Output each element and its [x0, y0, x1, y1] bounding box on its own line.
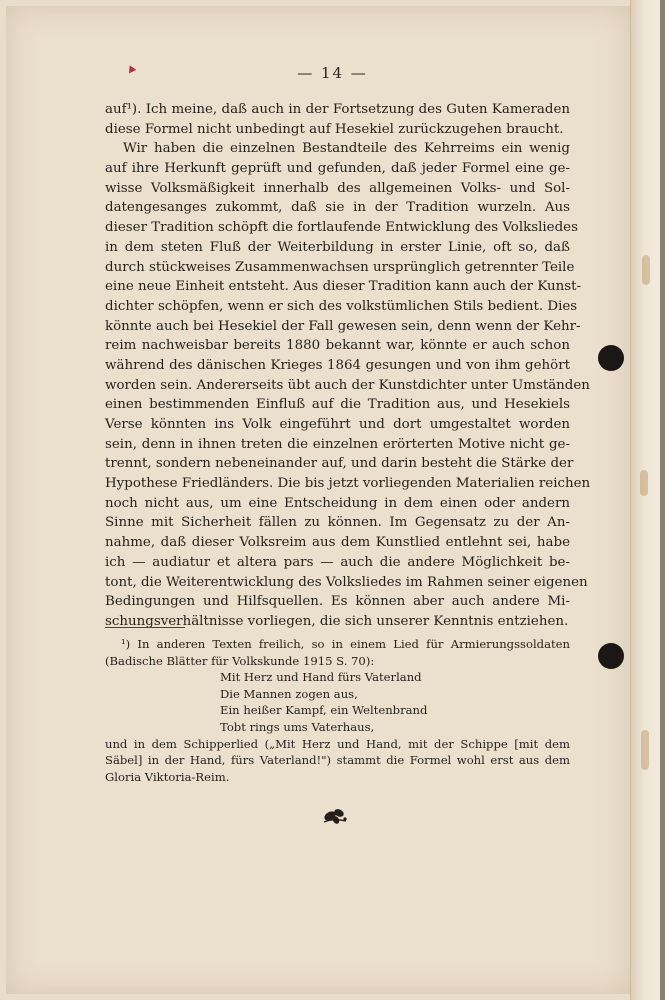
- text-line: eine neue Einheit entsteht. Aus dieser Tradition kann auch der Kunst-: [105, 279, 582, 295]
- text-line: Wir haben die einzelnen Bestandteile des Kehrreims ein wenig: [123, 141, 570, 157]
- text-line: tont, die Weiterentwicklung des Volksliedes im Rahmen seiner eigenen: [105, 574, 588, 590]
- page-edge-shadow: [660, 0, 665, 1000]
- text-line: wisse Volksmäßigkeit innerhalb des allgemeinen Volks- und Sol-: [105, 180, 570, 196]
- text-line: diese Formel nicht unbedingt auf Hesekiel zurückzugehen braucht.: [105, 121, 564, 137]
- footnote-line: und in dem Schipperlied („Mit Herz und Hand, mit der Schippe [mit dem: [105, 736, 570, 751]
- text-line: könnte auch bei Hesekiel der Fall gewesen sein, denn wenn der Kehr-: [105, 318, 581, 334]
- text-line: nahme, daß dieser Volksreim aus dem Kunstlied entlehnt sei, habe: [105, 535, 570, 551]
- body-text: [105, 100, 591, 632]
- text-line: Hypothese Friedländers. Die bis jetzt vorliegenden Materialien reichen: [105, 476, 591, 492]
- text-line: einen bestimmenden Einfluß auf die Tradition aus, und Hesekiels: [105, 397, 570, 413]
- text-line: durch stückweises Zusammenwachsen ursprünglich getrennter Teile: [105, 259, 575, 275]
- footnote: [105, 636, 570, 785]
- text-line: ich — audiatur et altera pars — auch die andere Möglichkeit be-: [105, 554, 570, 570]
- paper-stain: [640, 470, 648, 496]
- verse-line: Die Mannen zogen aus,: [220, 686, 358, 701]
- text-line: Bedingungen und Hilfsquellen. Es können aber auch andere Mi-: [105, 594, 570, 610]
- text-line: datengesanges zukommt, daß sie in der Tradition wurzeln. Aus: [105, 200, 570, 216]
- footnote-line: Säbel] in der Hand, fürs Vaterland!") stammt die Formel wohl erst aus dem: [105, 753, 570, 768]
- paper-stain: [641, 730, 649, 770]
- text-line: sein, denn in ihnen treten die einzelnen erörterten Motive nicht ge-: [105, 436, 570, 452]
- punch-hole: [598, 643, 624, 669]
- verse-line: Tobt rings ums Vaterhaus,: [220, 719, 375, 734]
- text-line: dichter schöpfen, wenn er sich des volkstümlichen Stils bedient. Dies: [105, 298, 578, 314]
- text-line: in dem steten Fluß der Weiterbildung in erster Linie, oft so, daß: [105, 239, 570, 255]
- text-line: dieser Tradition schöpft die fortlaufende Entwicklung des Volksliedes: [105, 220, 578, 236]
- text-line: Sinne mit Sicherheit fällen zu können. Im Gegensatz zu der An-: [105, 515, 570, 531]
- fleuron-icon: [320, 804, 350, 826]
- text-line: reim nachweisbar bereits 1880 bekannt war, könnte er auch schon: [105, 338, 570, 354]
- verse-line: Mit Herz und Hand fürs Vaterland: [220, 670, 422, 685]
- text-line: während des dänischen Krieges 1864 gesungen und von ihm gehört: [105, 357, 570, 373]
- page-number: — 14 —: [297, 64, 368, 82]
- verse-line: Ein heißer Kampf, ein Weltenbrand: [220, 703, 428, 718]
- punch-hole: [598, 345, 624, 371]
- text-line: worden sein. Andererseits übt auch der Kunstdichter unter Umständen: [105, 377, 590, 393]
- footnote-rule: [105, 627, 185, 628]
- paper-stain: [642, 255, 650, 285]
- text-line: Verse könnten ins Volk eingeführt und dort umgestaltet worden: [105, 417, 570, 432]
- text-line: schungsverhältnisse vorliegen, die sich unserer Kenntnis entziehen.: [105, 613, 569, 629]
- footnote-line: ¹) In anderen Texten freilich, so in einem Lied für Armierungssoldaten: [121, 637, 570, 651]
- text-line: noch nicht aus, um eine Entscheidung in dem einen oder andern: [105, 495, 570, 511]
- text-line: auf¹). Ich meine, daß auch in der Fortsetzung des Guten Kameraden: [105, 102, 570, 117]
- footnote-line: Gloria Viktoria-Reim.: [105, 769, 230, 784]
- footnote-line: (Badische Blätter für Volkskunde 1915 S. 70):: [105, 653, 375, 668]
- text-line: auf ihre Herkunft geprüft und gefunden, daß jeder Formel eine ge-: [105, 161, 570, 177]
- text-line: trennt, sondern nebeneinander auf, und darin besteht die Stärke der: [105, 456, 574, 472]
